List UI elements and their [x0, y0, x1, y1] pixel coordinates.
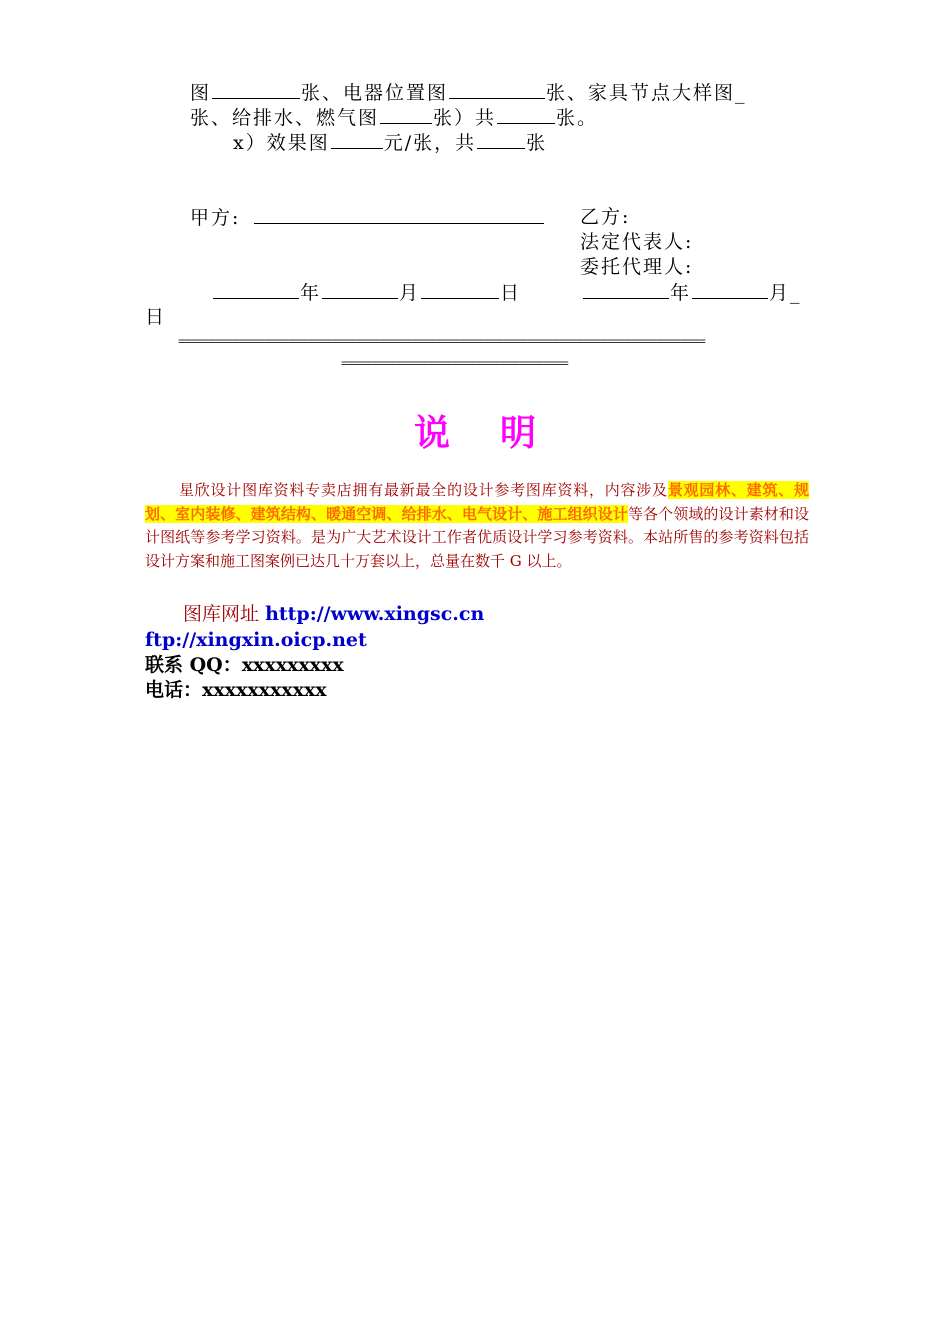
text-furniture-detail: 张、家具节点大样图	[546, 82, 736, 104]
drawing-count-line-2	[190, 105, 598, 130]
day-field	[421, 280, 499, 299]
party-a	[190, 205, 545, 230]
site-url-link[interactable]: http://www.xingsc.cn	[265, 603, 485, 625]
agent-label: 委托代理人:	[580, 256, 694, 278]
day-label: 日	[500, 282, 522, 304]
text-plumbing-gas: 张、给排水、燃气图	[190, 107, 380, 129]
year-field	[583, 280, 669, 299]
text-rendering: x）效果图	[233, 132, 330, 154]
separator-line: =====================================	[341, 356, 568, 370]
text-total: 张）共	[433, 107, 497, 129]
legal-rep-label: 法定代表人:	[580, 231, 694, 253]
notice-title: 说明	[413, 413, 586, 454]
text-drawing: 图	[190, 82, 212, 104]
party-b-label: 乙方:	[580, 206, 631, 228]
text-sheets: 张	[526, 132, 548, 154]
party-a-label: 甲方:	[190, 207, 241, 229]
ftp-url-link[interactable]: ftp://xingxin.oicp.net	[145, 629, 367, 651]
highlighted-categories: 景观园林、建筑、规划、室内装修、建筑结构、暖通空调、给排水、电气设计、施工组织设计	[145, 481, 809, 523]
phone-value: xxxxxxxxxxx	[202, 679, 327, 701]
blank-field	[380, 105, 432, 124]
blank-field	[449, 80, 545, 99]
text-sheets: 张。	[556, 107, 599, 129]
qq-value: xxxxxxxxx	[241, 654, 344, 676]
phone-row	[145, 678, 327, 702]
text-electrical-layout: 张、电器位置图	[301, 82, 449, 104]
month-label: 月	[769, 282, 791, 304]
site-row	[183, 602, 484, 626]
paragraph-start: 星欣设计图库资料专卖店拥有最新最全的设计参考图库资料，内容涉及	[179, 481, 668, 499]
text-tail: _	[735, 82, 747, 104]
wrapped-day-label: 日	[145, 306, 167, 328]
month-label: 月	[399, 282, 421, 304]
paragraph-end: 等各个领域的设计素材和设计图纸等参考学习资料。是为广大艺术设计工作者优质设计学习参考资料。本站所售的参考资料包括设计方案和施工图案例已达几十万套以上，总量在数千 G 以上。	[145, 504, 809, 570]
month-field	[692, 280, 768, 299]
notice-paragraph	[145, 479, 809, 573]
year-label: 年	[300, 282, 322, 304]
party-a-signature-field	[254, 205, 544, 224]
phone-label: 电话：	[145, 679, 203, 701]
text-price-per-sheet: 元/张，共	[383, 132, 477, 154]
drawing-count-line-1	[190, 80, 747, 105]
blank-field	[212, 80, 300, 99]
year-field	[213, 280, 299, 299]
rendering-price-line	[233, 130, 547, 155]
site-label: 图库网址	[183, 603, 260, 625]
blank-field	[331, 130, 383, 149]
separator-line: ======================================================================================	[178, 334, 705, 348]
blank-field	[497, 105, 555, 124]
date-right	[582, 280, 802, 305]
blank-field	[477, 130, 525, 149]
month-field	[322, 280, 398, 299]
qq-row	[145, 653, 344, 677]
year-label: 年	[670, 282, 692, 304]
date-left	[212, 280, 521, 305]
text-tail: _	[790, 282, 802, 304]
qq-label: 联系 QQ：	[145, 654, 242, 676]
